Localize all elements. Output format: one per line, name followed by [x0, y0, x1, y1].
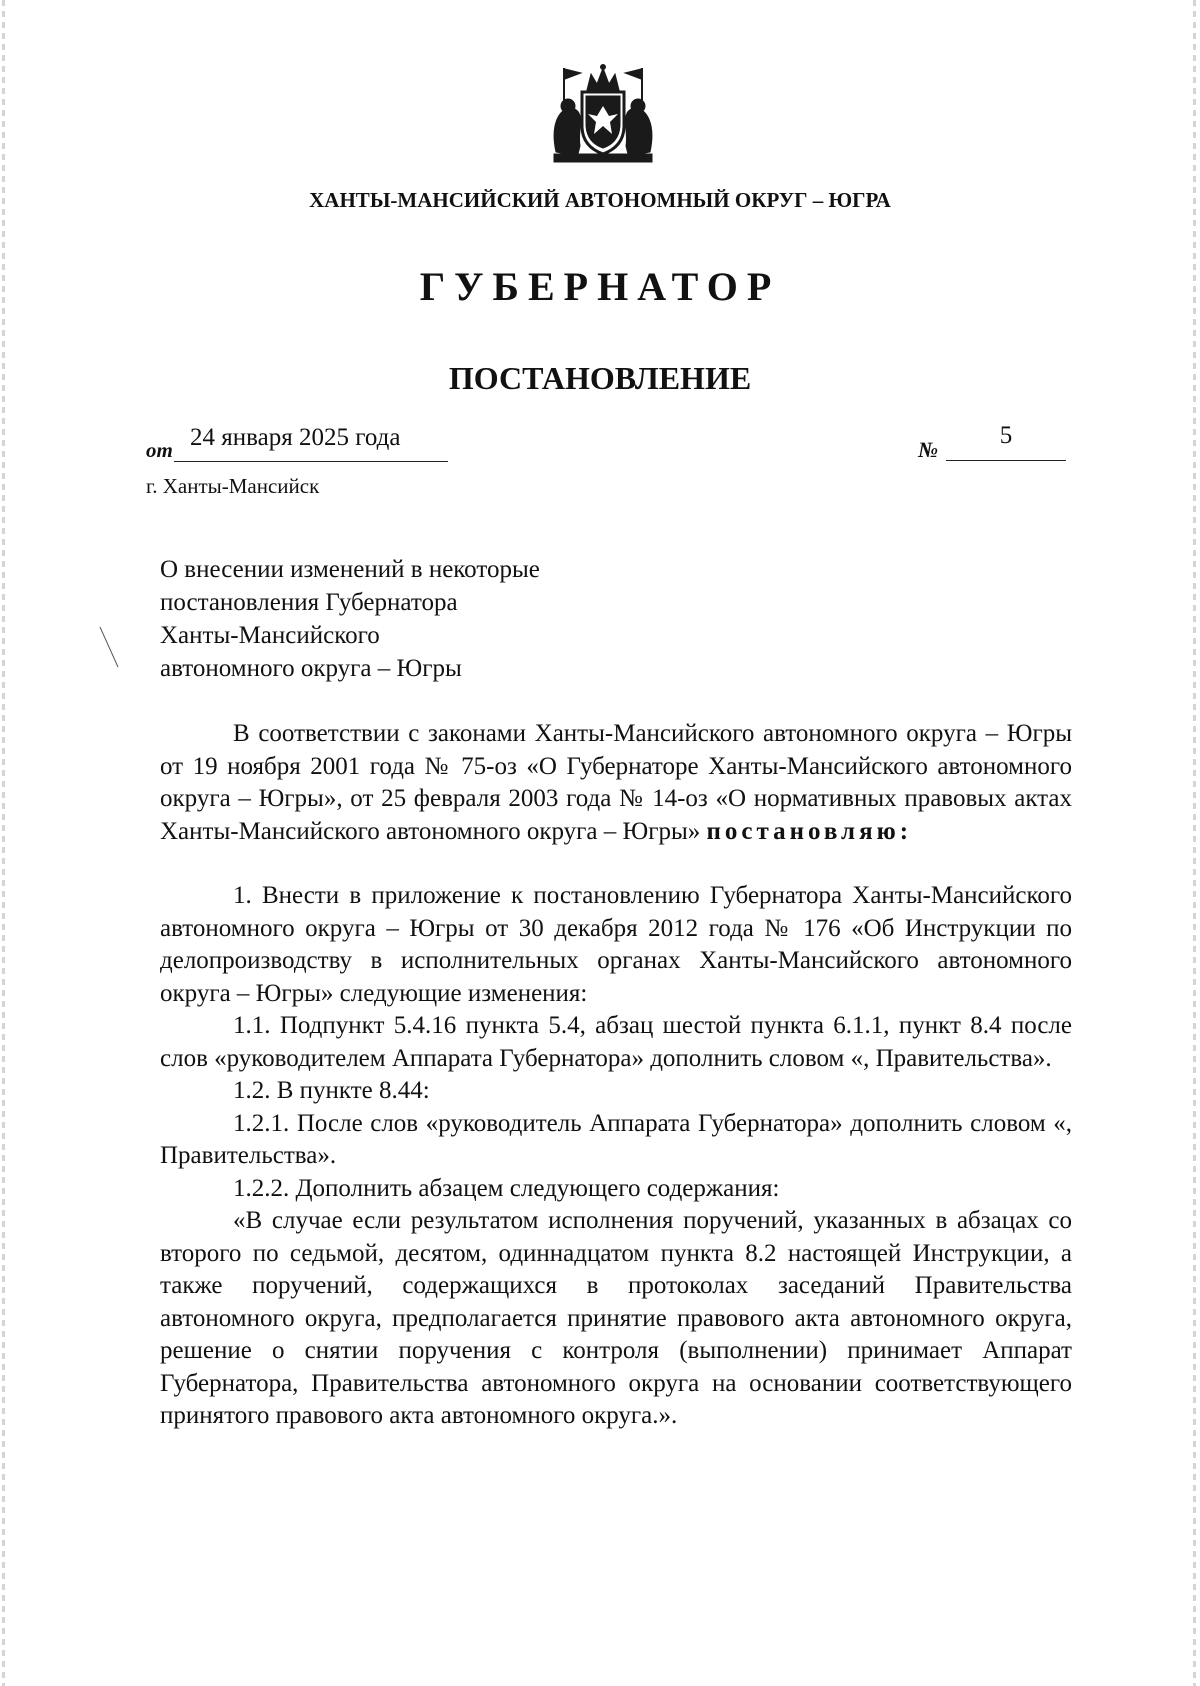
authority-title: ГУБЕРНАТОР [419, 264, 781, 309]
region-title: ХАНТЫ-МАНСИЙСКИЙ АВТОНОМНЫЙ ОКРУГ – ЮГРА [309, 188, 891, 212]
stray-pen-mark [98, 625, 120, 669]
item-1-2-2: 1.2.2. Дополнить абзацем следующего содержания: [233, 1174, 780, 1202]
subject-line: автономного округа – Югры [160, 655, 462, 682]
document-body [160, 718, 1072, 1433]
preamble-paragraph [160, 718, 1072, 848]
preamble-text: В соответствии с законами Ханты-Мансийского автономного округа – Югры от 19 ноября 2001 года № 75-оз «О Губернаторе Ханты-Мансийского автономного округа – Югры», от 25 февраля 2003 года № 14-оз «О нормативных правовых актах Ханты-Мансийского автономного округа – Югры» [160, 720, 1072, 845]
item-1-1: 1.1. Подпункт 5.4.16 пункта 5.4, абзац шестой пункта 6.1.1, пункт 8.4 после слов «руководителем Аппарата Губернатора» дополнить словом «, Правительства». [160, 1012, 1072, 1072]
document-subject [160, 553, 540, 685]
item-1-2-1: 1.2.1. После слов «руководитель Аппарата Губернатора» дополнить словом «, Правительства». [160, 1109, 1072, 1169]
scan-edge-left [2, 0, 5, 1686]
subject-line: постановления Губернатора [160, 589, 458, 616]
resolve-word: постановляю: [706, 817, 913, 845]
number-prefix: № [918, 437, 939, 462]
item-1-2: 1.2. В пункте 8.44: [233, 1077, 430, 1104]
document-type-title: ПОСТАНОВЛЕНИЕ [448, 360, 752, 396]
date-prefix: от [146, 438, 173, 462]
document-date: 24 января 2025 года [174, 424, 448, 462]
document-number: 5 [946, 422, 1066, 461]
subject-line: Ханты-Мансийского [160, 622, 380, 649]
subject-line: О внесении изменений в некоторые [160, 556, 540, 583]
scan-edge-right [1193, 0, 1196, 1686]
item-1: 1. Внести в приложение к постановлению Губернатора Ханты-Мансийского автономного округа – Югры от 30 декабря 2012 года № 176 «Об Инструкции по делопроизводству в исполнительных органах Ханты-Мансийского автономного округа – Югры» следующие изменения: [160, 882, 1072, 1007]
coat-of-arms-emblem [548, 62, 658, 164]
place-of-issue: г. Ханты-Мансийск [146, 474, 320, 498]
quoted-paragraph: «В случае если результатом исполнения поручений, указанных в абзацах со второго по седьмой, десятом, одиннадцатом пункта 8.2 настоящей Инструкции, а также поручений, содержащихся в протоколах заседаний Правительства автономного округа, предполагается принятие правового акта автономного округа, решение о снятии поручения с контроля (выполнении) принимает Аппарат Губернатора, Правительства автономного округа на основании соответствующего принятого правового акта автономного округа.». [160, 1207, 1072, 1429]
